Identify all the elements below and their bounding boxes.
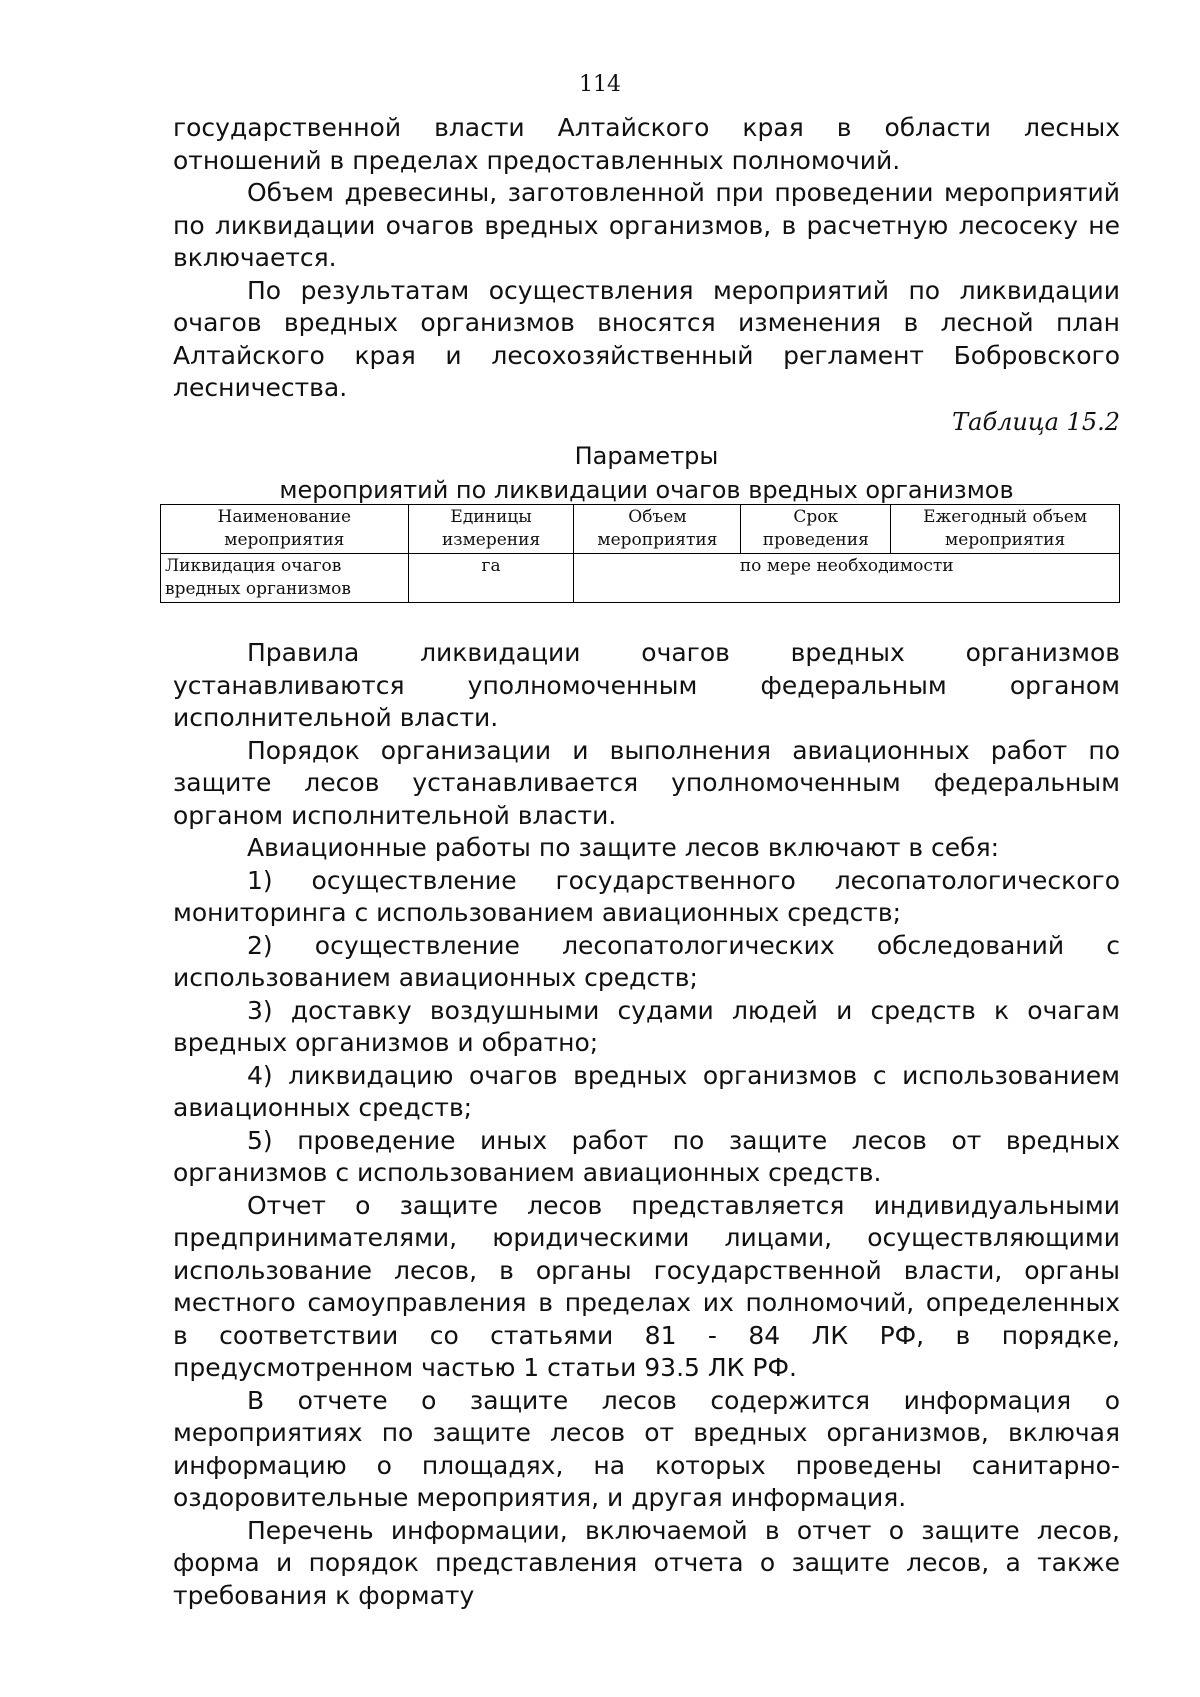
header-cell: Наименование мероприятия — [161, 505, 409, 554]
list-item: 3) доставку воздушными судами людей и средств к очагам вредных организмов и обратно; — [173, 995, 1120, 1057]
table-cell: Ликвидация очагов вредных организмов — [161, 554, 409, 603]
header-cell: Объем мероприятия — [574, 505, 741, 554]
paragraph: Перечень информации, включаемой в отчет о защите лесов, форма и порядок представления отчета о защите лесов, а также требования к формату — [173, 1515, 1120, 1610]
page-number: 114 — [579, 72, 621, 97]
paragraph: По результатам осуществления мероприятий по ликвидации очагов вредных организмов вносятся изменения в лесной план Алтайского края и лесохозяйственный регламент Бобровского лесничества. — [173, 275, 1120, 402]
list-item: 4) ликвидацию очагов вредных организмов с использованием авиационных средств; — [173, 1060, 1120, 1122]
parameters-table — [160, 504, 1120, 603]
paragraph: Авиационные работы по защите лесов включают в себя: — [247, 833, 1000, 862]
table-row — [161, 554, 1120, 603]
header-cell: Срок проведения — [741, 505, 891, 554]
header-cell: Ежегодный объем мероприятия — [891, 505, 1120, 554]
table-cell-merged: по мере необходимости — [574, 554, 1120, 603]
intro-text — [173, 112, 1120, 507]
paragraph: государственной власти Алтайского края в области лесных отношений в пределах предоставленных полномочий. — [173, 113, 1120, 175]
table-cell: га — [408, 554, 574, 603]
paragraph: Объем древесины, заготовленной при проведении мероприятий по ликвидации очагов вредных организмов, в расчетную лесосеку не включается. — [173, 178, 1120, 272]
body-text — [173, 637, 1120, 1612]
table-subtitle: мероприятий по ликвидации очагов вредных организмов — [279, 475, 1014, 504]
table-title: Параметры — [574, 441, 719, 470]
header-cell: Единицы измерения — [408, 505, 574, 554]
list-item: 5) проведение иных работ по защите лесов от вредных организмов с использованием авиационных средств. — [173, 1125, 1120, 1187]
paragraph: Правила ликвидации очагов вредных организмов устанавливаются уполномоченным федеральным органом исполнительной власти. — [173, 638, 1120, 732]
table-caption: Таблица 15.2 — [952, 407, 1120, 436]
list-item: 1) осуществление государственного лесопатологического мониторинга с использованием авиационных средств; — [173, 865, 1120, 927]
table-header-row — [161, 505, 1120, 554]
list-item: 2) осуществление лесопатологических обследований с использованием авиационных средств; — [173, 930, 1120, 992]
paragraph: Отчет о защите лесов представляется индивидуальными предпринимателями, юридическими лицами, осуществляющими использование лесов, в органы государственной власти, органы местного самоуправления в пределах их полномочий, определенных в соответствии со статьями 81 - 84 ЛК РФ, в порядке, предусмотренном частью 1 статьи 93.5 ЛК РФ. — [173, 1190, 1120, 1382]
paragraph: Порядок организации и выполнения авиационных работ по защите лесов устанавливается уполномоченным федеральным органом исполнительной власти. — [173, 735, 1120, 830]
paragraph: В отчете о защите лесов содержится информация о мероприятиях по защите лесов от вредных организмов, включая информацию о площадях, на которых проведены санитарно-оздоровительные мероприятия, и другая информация. — [173, 1385, 1120, 1512]
